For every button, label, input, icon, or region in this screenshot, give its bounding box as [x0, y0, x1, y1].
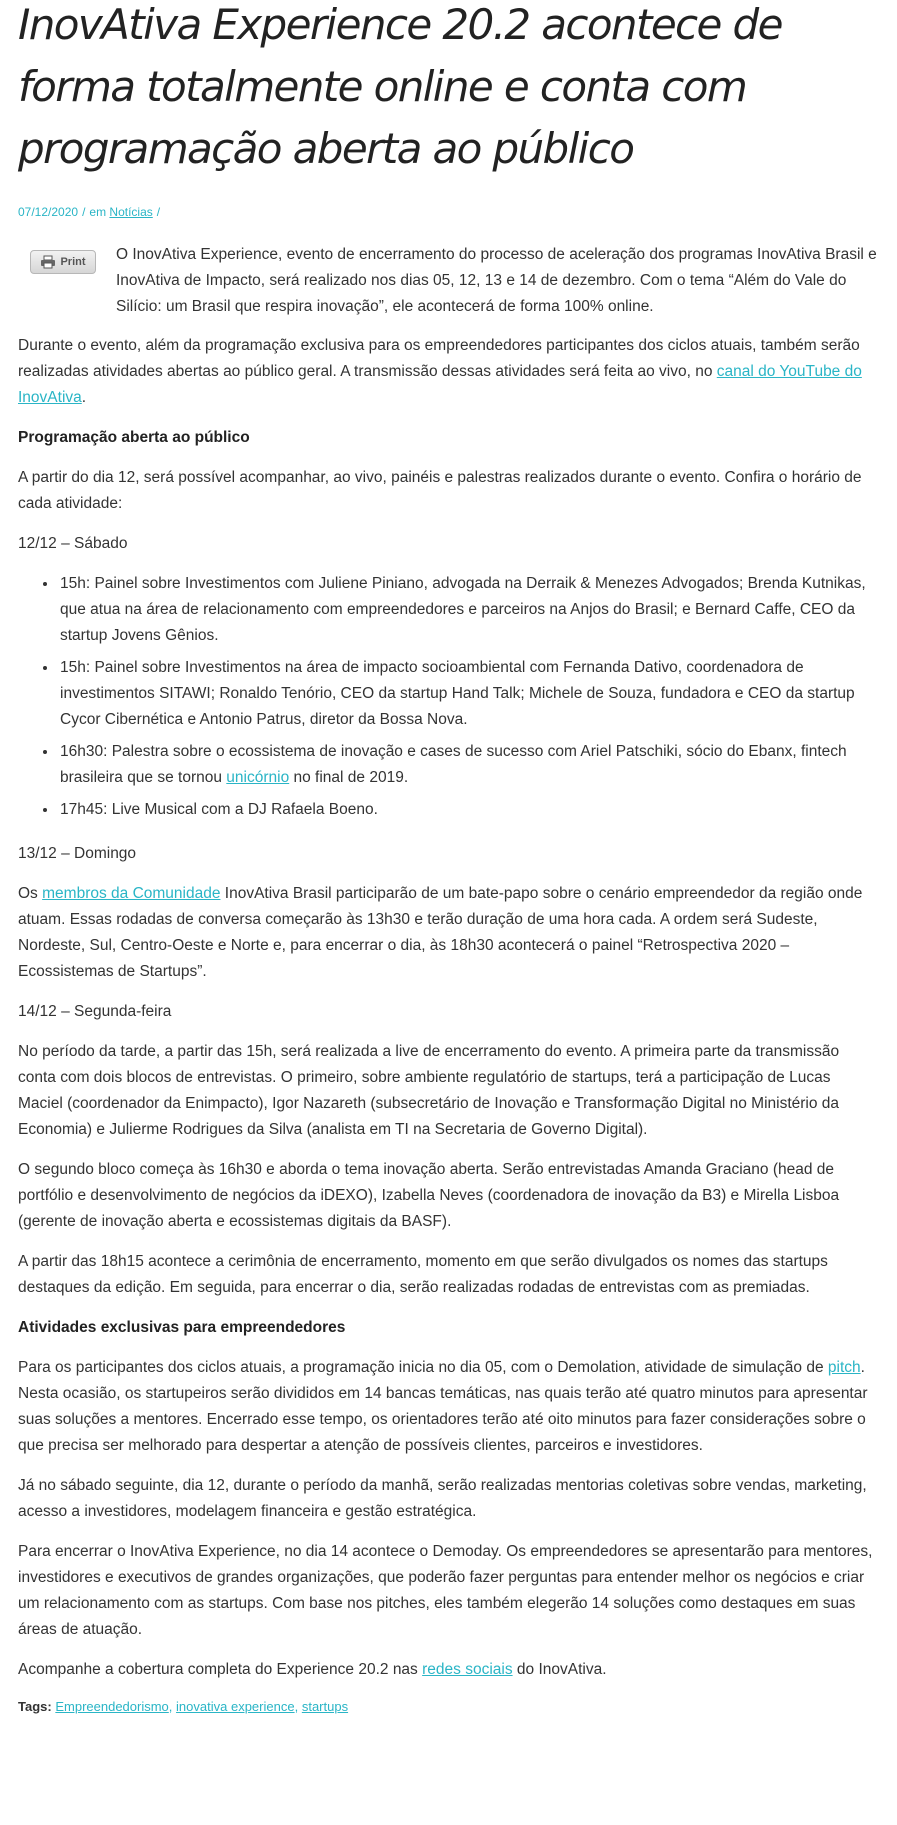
list-item: • 17h45: Live Musical com a DJ Rafaela Boeno. — [58, 797, 879, 823]
tag-separator: , — [294, 1699, 299, 1714]
paragraph-schedule-intro: A partir do dia 12, será possível acompanhar, ao vivo, painéis e palestras realizados durante o evento. Confira o horário de cada atividade: — [18, 469, 862, 512]
post-date: 07/12/2020 — [18, 205, 79, 219]
lead-section — [18, 242, 879, 320]
day-monday: 14/12 – Segunda-feira — [18, 1003, 172, 1020]
tags-section — [18, 1697, 879, 1717]
day-saturday: 12/12 – Sábado — [18, 535, 128, 552]
day-sunday: 13/12 – Domingo — [18, 845, 137, 862]
paragraph-event-end: . — [81, 389, 87, 406]
category-prefix: em — [89, 205, 107, 219]
meta-separator: / — [82, 205, 86, 219]
list-item: • 15h: Painel sobre Investimentos na área de impacto socioambiental com Fernanda Dativo, coordenadora de investimentos SITAWI; Ronaldo Tenório, CEO da startup Hand Talk; Michele de Souza, fundadora e CEO da startup Cycor Cibernética e Antonio Patrus, diretor da Bossa Nova. — [58, 655, 879, 733]
paragraph-event — [18, 333, 879, 411]
tag-link[interactable]: Empreendedorismo — [55, 1699, 169, 1714]
paragraph-demoday: Para encerrar o InovAtiva Experience, no dia 14 acontece o Demoday. Os empreendedores se apresentarão para mentores, investidores e executivos de grandes organizações, que poderão fazer perguntas para entender melhor os negócios e criar um relacionamento com as startups. Com base nos pitches, eles também elegerão 14 soluções como destaques em suas áreas de atuação. — [18, 1543, 873, 1638]
paragraph-demolation-text: Para os participantes dos ciclos atuais, a programação inicia no dia 05, com o Demolation, atividade de simulação de — [18, 1359, 828, 1376]
article-title: InovAtiva Experience 20.2 acontece de forma totalmente online e conta com programação aberta ao público — [18, 0, 782, 173]
paragraph-community — [18, 881, 879, 985]
intro-paragraph: O InovAtiva Experience, evento de encerramento do processo de aceleração dos programas InovAtiva Brasil e InovAtiva de Impacto, será realizado nos dias 05, 12, 13 e 14 de dezembro. Com o tema “Além do Vale do Silício: um Brasil que respira inovação”, ele acontecerá de forma 100% online. — [116, 246, 877, 315]
list-item: • 15h: Painel sobre Investimentos com Juliene Piniano, advogada na Derraik & Menezes Advogados; Brenda Kutnikas, que atua na área de relacionamento com empreendedores e parceiros na Anjos do Brasil; e Bernard Caffe, CEO da startup Jovens Gênios. — [58, 571, 879, 649]
tag-link[interactable]: startups — [301, 1699, 349, 1714]
paragraph-follow — [18, 1657, 879, 1683]
meta-trailing-separator: / — [156, 205, 161, 219]
list-item-text: 16h30: Palestra sobre o ecossistema de inovação e cases de sucesso com Ariel Patschiki, sócio do Ebanx, fintech brasileira que se tornou — [60, 743, 847, 786]
paragraph-demolation-end: . Nesta ocasião, os startupeiros serão divididos em 14 bancas temáticas, nas quais terão até quatro minutos para apresentar suas soluções a mentores. Encerrado esse tempo, os orientadores terão até oito minutos para fazer considerações sobre o que precisa ser melhorado para despertar a atenção de possíveis clientes, parceiros e investidores. — [18, 1359, 868, 1454]
paragraph-community-end: InovAtiva Brasil participarão de um bate-papo sobre o cenário empreendedor da região onde atuam. Essas rodadas de conversa começarão às 13h30 e terão duração de uma hora cada. A ordem será Sudeste, Nordeste, Sul, Centro-Oeste e Norte e, para encerrar o dia, às 18h30 acontecerá o painel “Retrospectiva 2020 – Ecossistemas de Startups”. — [18, 885, 863, 980]
post-meta — [18, 204, 879, 220]
saturday-list — [18, 571, 879, 823]
paragraph-demolation — [18, 1355, 879, 1459]
tag-separator: , — [168, 1699, 173, 1714]
pitch-link[interactable]: pitch — [827, 1359, 861, 1376]
paragraph-second-block: O segundo bloco começa às 16h30 e aborda o tema inovação aberta. Serão entrevistadas Amanda Graciano (head de portfólio e desenvolvimento de negócios da iDEXO), Izabella Neves (coordenadora de inovação da B3) e Mirella Lisboa (gerente de inovação aberta e ecossistemas digitais da BASF). — [18, 1161, 840, 1230]
paragraph-closing-live: No período da tarde, a partir das 15h, será realizada a live de encerramento do evento. A primeira parte da transmissão conta com dois blocos de entrevistas. O primeiro, sobre ambiente regulatório de startups, terá a participação de Lucas Maciel (coordenador da Enimpacto), Igor Nazareth (subsecretário de Inovação e Transformação Digital no Ministério da Economia) e Julierme Rodrigues da Silva (analista em TI na Secretaria de Governo Digital). — [18, 1043, 840, 1138]
category-link[interactable]: Notícias — [109, 205, 153, 219]
paragraph-follow-end: do InovAtiva. — [512, 1661, 607, 1678]
list-item-end: no final de 2019. — [289, 769, 409, 786]
youtube-channel-link[interactable]: canal do YouTube do InovAtiva — [18, 363, 862, 406]
printer-icon — [40, 255, 56, 269]
tags-label: Tags: — [18, 1699, 52, 1714]
list-item — [58, 739, 879, 791]
social-media-link[interactable]: redes sociais — [422, 1661, 513, 1678]
paragraph-event-text: Durante o evento, além da programação exclusiva para os empreendedores participantes dos ciclos atuais, também serão realizadas atividades abertas ao público geral. A transmissão dessas atividades será feita ao vivo, no — [18, 337, 860, 380]
unicorn-link[interactable]: unicórnio — [226, 769, 290, 786]
print-button[interactable] — [30, 250, 96, 274]
paragraph-community-start: Os — [18, 885, 43, 902]
community-members-link[interactable]: membros da Comunidade — [42, 885, 221, 902]
tag-link[interactable]: inovativa experience — [176, 1699, 295, 1714]
heading-public-program: Programação aberta ao público — [18, 429, 250, 446]
heading-exclusive-activities: Atividades exclusivas para empreendedores — [18, 1319, 346, 1336]
paragraph-ceremony: A partir das 18h15 acontece a cerimônia de encerramento, momento em que serão divulgados os nomes das startups destaques da edição. Em seguida, para encerrar o dia, serão realizadas rodadas de entrevistas com as premiadas. — [18, 1253, 828, 1296]
print-label: Print — [60, 256, 86, 268]
paragraph-mentoring: Já no sábado seguinte, dia 12, durante o período da manhã, serão realizadas mentorias coletivas sobre vendas, marketing, acesso a investidores, modelagem financeira e gestão estratégica. — [18, 1477, 867, 1520]
paragraph-follow-text: Acompanhe a cobertura completa do Experience 20.2 nas — [18, 1661, 423, 1678]
